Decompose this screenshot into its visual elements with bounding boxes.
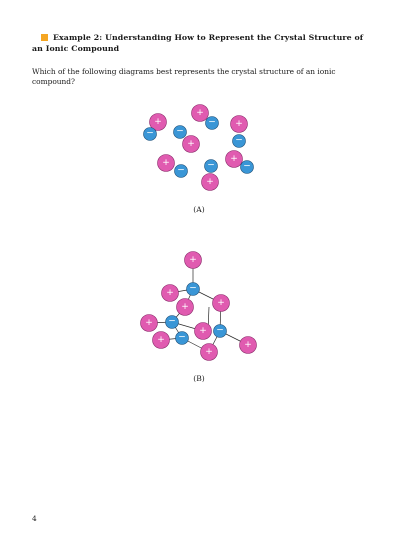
anion: [166, 316, 179, 329]
cation: [158, 155, 175, 172]
anion: [174, 126, 187, 139]
example-heading: [32, 32, 372, 54]
svg-text:−: −: [177, 165, 185, 176]
svg-text:+: +: [162, 158, 170, 168]
anion: [187, 283, 200, 296]
anion: [241, 161, 254, 174]
svg-text:−: −: [235, 135, 243, 146]
anion: [144, 128, 157, 141]
cation: [177, 299, 194, 316]
svg-text:−: −: [243, 161, 251, 172]
svg-text:−: −: [146, 128, 154, 139]
diagram-b-label: (B): [193, 374, 205, 383]
svg-text:+: +: [154, 117, 162, 127]
svg-text:+: +: [235, 119, 243, 129]
svg-text:−: −: [189, 283, 197, 294]
example-title: Example 2: Understanding How to Represent the Crystal Structure of an Ionic Compound: [32, 33, 364, 53]
diagram-a[interactable]: [135, 100, 275, 195]
svg-text:+: +: [230, 154, 238, 164]
cation: [183, 136, 200, 153]
svg-text:+: +: [199, 326, 207, 336]
anion: [214, 325, 227, 338]
cation: [192, 105, 209, 122]
cation: [195, 323, 212, 340]
diagram-a-label: (A): [193, 205, 205, 214]
cation: [202, 174, 219, 191]
cation: [213, 295, 230, 312]
page-number: 4: [32, 514, 37, 523]
svg-text:+: +: [196, 108, 204, 118]
svg-text:−: −: [216, 325, 224, 336]
orange-square-icon: [41, 34, 48, 41]
cation: [153, 332, 170, 349]
svg-text:+: +: [217, 298, 225, 308]
svg-text:+: +: [205, 347, 213, 357]
svg-text:+: +: [187, 139, 195, 149]
svg-text:+: +: [145, 318, 153, 328]
svg-text:+: +: [166, 288, 174, 298]
cation: [226, 151, 243, 168]
cation: [185, 252, 202, 269]
svg-text:−: −: [176, 126, 184, 137]
anion: [175, 165, 188, 178]
svg-text:−: −: [178, 332, 186, 343]
anion: [233, 135, 246, 148]
svg-text:−: −: [208, 117, 216, 128]
cation: [231, 116, 248, 133]
question-text: Which of the following diagrams best represents the crystal structure of an ionic compound?: [32, 67, 336, 86]
cation: [141, 315, 158, 332]
svg-text:+: +: [244, 340, 252, 350]
svg-text:−: −: [168, 316, 176, 327]
svg-text:+: +: [189, 255, 197, 265]
anion: [206, 117, 219, 130]
cation: [162, 285, 179, 302]
anion: [176, 332, 189, 345]
anion: [205, 160, 218, 173]
cation: [201, 344, 218, 361]
svg-text:−: −: [207, 160, 215, 171]
svg-text:+: +: [206, 177, 214, 187]
diagram-b[interactable]: [130, 245, 270, 370]
cation: [240, 337, 257, 354]
svg-text:+: +: [157, 335, 165, 345]
svg-text:+: +: [181, 302, 189, 312]
